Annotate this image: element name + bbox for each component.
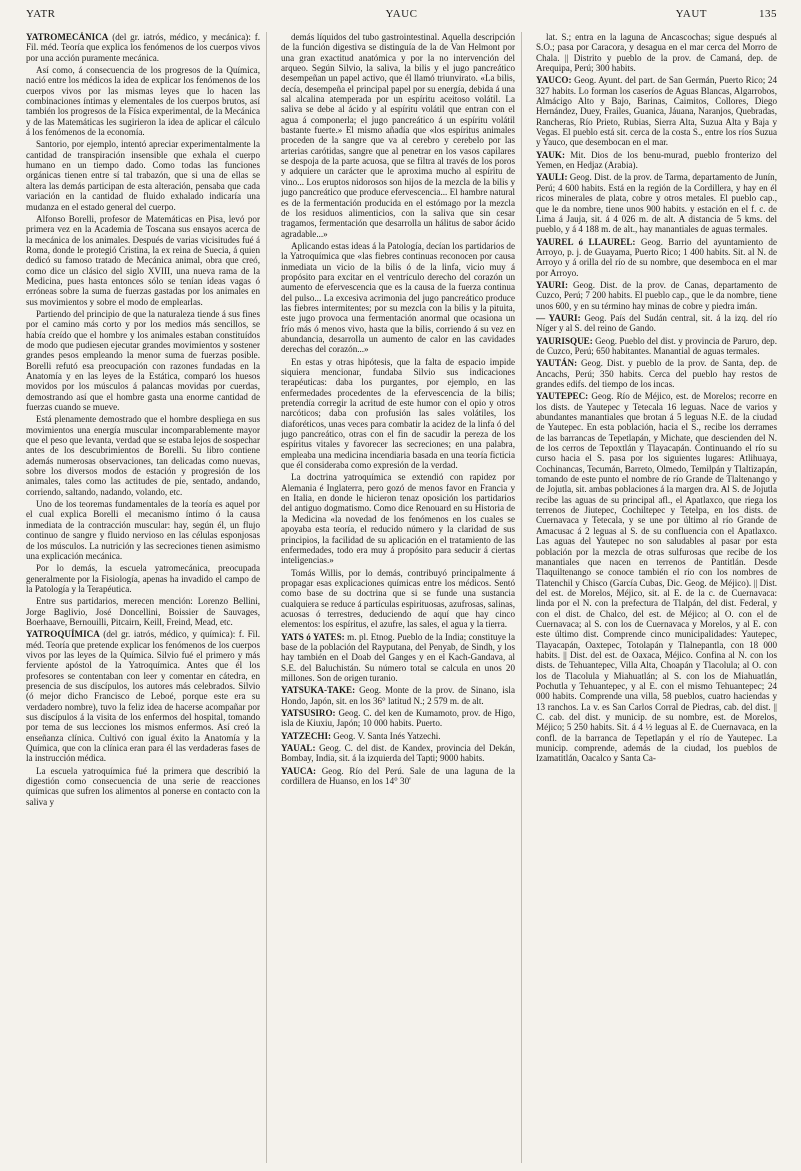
entry-paragraph: [26, 214, 260, 307]
entry-paragraph: [26, 414, 260, 497]
entry-headword: YAUTEPEC:: [536, 391, 589, 402]
entry-headword: YATS ó YATES:: [281, 631, 345, 642]
header-right-guide-word: YAUT: [675, 8, 707, 20]
entry-headword: YAUAL:: [281, 743, 316, 754]
dictionary-entry: [536, 280, 777, 311]
entry-headword: YATSUSIRO:: [281, 708, 336, 718]
entry-paragraph: [281, 32, 515, 239]
entry-text: Tomás Willis, por lo demás, contribuyó principalmente á propagar esas explicaciones químicas entre los médicos. Sentó como base de su doctrina que si se funde una sustancia cualquiera se reduce á partículas espirituosas, azufrosas, salinas, acuosas ó terrestres, deduciendo de aquí que hay cinco elementos: los espíritus, el azufre, las sales, el agua y la tierra.: [281, 567, 515, 630]
entry-text: Geog. Pueblo del dist. y provincia de Paruro, dep. de Cuzco, Perú; 650 habitantes. Manantial de aguas termales.: [536, 335, 777, 356]
entry-headword: YAUREL ó LLAUREL:: [536, 236, 636, 247]
entry-text: La doctrina yatroquímica se extendió con rapidez por Alemania é Inglaterra, pero gozó de menos favor en Francia y en Italia, en donde le hicieron tenaz oposición los partidarios del antiguo dogmatismo. Como dice Renouard en su Historia de la Medicina «la novedad de los fenómenos en los cuales se apoyaba esta teoría, el reducido número y la claridad de sus principios, la facilidad de su aplicación en el tratamiento de las enfermedades, todo era muy á propósito para seducir á ciertas inteligencias.»: [281, 472, 515, 566]
entry-headword: YAUK:: [536, 149, 565, 160]
entry-text: Entre sus partidarios, merecen mención: Lorenzo Bellini, Jorge Baglivio, José Doncellini, Boissier de Sauvages, Boerhaave, Bernouilli, Pitcairn, Keill, Freind, Mead, etc.: [26, 596, 260, 627]
entry-headword: YAURISQUE:: [536, 335, 593, 346]
entry-text: Geog. Dist. de la prov. de Tarma, departamento de Junín, Perú; 4 600 habits. Está en la región de la Cordillera, y hay en él ricos minerales de plata, cobre y otros metales. El pueblo cap., que le da nombre, tiene unos 900 habits. y estación en el f. c. de Lima á Jauja, sit. á 4 026 m. de alt. A distancia de 5 kms. del pueblo, y á 4 188 m. de alt., hay manantiales de aguas termales.: [536, 172, 777, 235]
column-1: [26, 32, 267, 1163]
column-2: [281, 32, 522, 1163]
entry-text: Geog. V. Santa Inés Yatzechi.: [331, 730, 441, 741]
entry-text: Por lo demás, la escuela yatromecánica, preocupada generalmente por la Fisiología, apenas ha invadido el campo de la Patología y la Terapéutica.: [26, 563, 260, 594]
entry-headword: YAUCO:: [536, 75, 572, 86]
entry-text: Mit. Dios de los benu-murad, pueblo fronterizo del Yemen, en Hedjaz (Arabia).: [536, 149, 777, 171]
header-left-guide-word: YATR: [26, 8, 56, 20]
dictionary-entry: [536, 391, 777, 763]
entry-paragraph: [281, 241, 515, 355]
dictionary-entry: [281, 632, 515, 684]
entry-paragraph: [26, 65, 260, 137]
entry-text: Geog. C. del ken de Kumamoto, prov. de Higo, isla de Kiuxiu, Japón; 10 000 habits. Puerto.: [281, 708, 515, 729]
dictionary-entry: [281, 685, 515, 706]
entry-text: Partiendo del principio de que la naturaleza tiende á sus fines por el camino más corto y por los medios más sencillos, se había creído que el hombre y los animales estaban constituídos de modo que pudiesen ejecutar grandes movimientos y sostener grandes pesos empleando la menor suma de fuerzas posible. Borelli refutó esa preocupación con razones fundadas en la Anatomía y en las leyes de la Estática, comparó los huesos movidos por los músculos á palancas movidas por cuerdas, demostrando así que el hombre gasta una enorme cantidad de fuerzas cuando se mueve.: [26, 308, 260, 413]
entry-headword: YATZECHI:: [281, 730, 332, 741]
header-center-guide-word: YAUC: [385, 8, 418, 20]
dictionary-entry: [536, 150, 777, 171]
entry-text: m. pl. Etnog. Pueblo de la India; constituye la base de la población del Rayputana, del Penyab, de Sindh, y los hay también en el Doab del Ganges y en el Kach-Gandava, al S.E. del Baluchistán. Su número total se calcula en unos 20 millones. Son de origen turanio.: [281, 631, 515, 683]
entry-headword: YAULI:: [536, 172, 568, 183]
entry-text: Geog. C. del dist. de Kandex, provincia del Dekán, Bombay, India, sit. á la izquierda del Tapti; 9000 habits.: [281, 743, 515, 764]
entry-text: Geog. Monte de la prov. de Sinano, isla Hondo, Japón, sit. en los 36° latitud N.; 2 579 m. de alt.: [281, 685, 515, 706]
text-columns: [26, 32, 777, 1163]
entry-paragraph: [26, 563, 260, 594]
entry-text: (del gr. iatrós, médico, y química): f. Fil. méd. Teoría que pretende explicar los fenómenos de los cuerpos vivos por las leyes de la Química. Silvio fué el primero y más ferviente apóstol de la Yatroquímica. Antes que él los profesores se contentaban con leer y comentar en cátedra, en presencia de sus discípulos, los autores más celebrados. Silvio (ó mejor dicho Francisco de Leboé, porque este era su verdadero nombre), tuvo la feliz idea de hacerse acompañar por sus discípulos á la visita de los enfermos del hospital, tomando por tema de sus lecciones los mismos enfermos. Así creó la enseñanza clínica. Cultivó con igual éxito la Anatomía y la Química, que con la clínica eran para él las verdaderas fases de la instrucción médica.: [26, 629, 260, 764]
entry-paragraph: [26, 766, 260, 807]
dictionary-entry: [536, 336, 777, 357]
entry-text: Uno de los teoremas fundamentales de la teoría es aquel por el cual explica Borelli el mecanismo íntimo ó la causa inmediata de la contracción muscular: hay, según él, un flujo continuo de sangre y fluido nervioso en las células esponjosas de los músculos. La nutrición y las secreciones tienen asimismo una explicación mecánica.: [26, 499, 260, 561]
entry-text: La escuela yatroquímica fué la primera que describió la digestión como consecuencia de una serie de reacciones químicas que sufren los alimentos al ponerse en contacto con la saliva y: [26, 765, 260, 807]
entry-paragraph: [26, 596, 260, 627]
entry-paragraph: [26, 309, 260, 412]
entry-headword: — YAURI:: [536, 312, 581, 323]
dictionary-entry: [536, 237, 777, 278]
dictionary-entry: [26, 32, 260, 63]
dictionary-entry: [281, 731, 515, 741]
entry-headword: YAURI:: [536, 279, 569, 290]
entry-paragraph: [536, 32, 777, 73]
entry-paragraph: [281, 357, 515, 471]
dictionary-entry: [536, 358, 777, 389]
entry-text: Está plenamente demostrado que el hombre despliega en sus movimientos una energía muscular incomparablemente mayor que el peso que levanta, verdad que se estaba lejos de sospechar antes de los descubrimientos de Borelli. Su libro contiene además numerosas observaciones, tan delicadas como nuevas, sobre los diversos modos de estación y progresión de los animales, tales como las actitudes de pie, sentado, andando, corriendo, saltando, nadando, volando, etc.: [26, 414, 260, 497]
entry-paragraph: [281, 568, 515, 630]
dictionary-entry: [281, 743, 515, 764]
entry-text: Santorio, por ejemplo, intentó apreciar experimentalmente la cantidad de transpiración insensible que exhala el cuerpo humano en un tiempo dado. Como todas las funciones orgánicas tienen entre sí tal trabazón, que si una de ellas se altera las demás participan de esta alteración, pensaba que cada variación en la cantidad de fluido exhalado indicaría una mudanza en el estado general del cuerpo.: [26, 139, 260, 212]
entry-text: En estas y otras hipótesis, que la falta de espacio impide siquiera mencionar, fundaba Silvio sus indicaciones terapéuticas: daba los purgantes, por ejemplo, en las enfermedades procedentes de la efervescencia de la bilis; pretendía corregir la acritud de este humor con el opio y otros narcóticos; daba con profusión las sales volátiles, los diaforéticos, unas veces para combatir la acidez de la linfa ó del jugo pancreático, otras con el fin de sacudir la pereza de los espíritus vitales y favorecer las secreciones; en una palabra, empleaba una medicina incendiaria basada en una teoría ficticia que él consideraba como expresión de la verdad.: [281, 356, 515, 471]
entry-headword: YATSUKA-TAKE:: [281, 685, 356, 696]
entry-text: Aplicando estas ideas á la Patología, decían los partidarios de la Yatroquímica que «las fiebres continuas reconocen por causa inmediata un vicio de la bilis ó de la linfa, vicio muy á propósito para excitar en el ventrículo derecho del corazón un aumento de efervescencia que es la causa de la fuerza continua del pulso... La excesiva acrimonia del jugo pancreático produce las fiebres intermitentes; por su mezcla con la bilis y la pituita, este jugo provoca una fermentación anormal que ocasiona un frío más ó menos vivo, hasta que la bilis, corriendo á su vez en abundancia, desarrolla un aumento de calor en las cavidades derechas del corazón...»: [281, 240, 515, 355]
page-number: 135: [759, 8, 777, 20]
dictionary-entry: [536, 313, 777, 334]
entry-text: Así como, á consecuencia de los progresos de la Química, nació entre los médicos la idea de explicar los fenómenos de los cuerpos vivos por las mismas leyes que lo hacen las combinaciones íntimas y elementales de los cuerpos brutos, así también los progresos de la Física experimental, de la Mecánica y de las Matemáticas les sugirieron la idea de aplicar el cálculo á los fenómenos de la economía.: [26, 65, 260, 138]
entry-headword: YATROMECÁNICA: [26, 32, 109, 42]
entry-text: Geog. Dist. y pueblo de la prov. de Santa, dep. de Ancachs, Perú; 350 habits. Cerca del pueblo hay restos de grandes edifs. del tiempo de los incas.: [536, 358, 777, 389]
dictionary-entry: [536, 172, 777, 234]
entry-paragraph: [26, 139, 260, 211]
entry-text: Alfonso Borelli, profesor de Matemáticas en Pisa, levó por primera vez en la Academia de Toscana sus ensayos acerca de la mecánica de los animales. Después de varias vicisitudes fué á Roma, donde le protegió Cristina, la ex reina de Suecia, á quien dedicó su famoso tratado de Mecánica animal, obra que creó, como dice un clásico del siglo XVIII, una nueva rama de la Medicina, pues hasta entonces sólo se tenían ideas vagas ó erróneas sobre la suma de fuerzas gastadas por los animales en sus movimientos y sobre el modo de emplearlas.: [26, 213, 260, 307]
dictionary-entry: [281, 766, 515, 787]
entry-text: lat. S.; entra en la laguna de Ancascochas; sigue después al S.O.; pasa por Caracora, y desagua en el mar cerca del Morro de Chala. || Distrito y pueblo de la prov. de Camaná, dep. de Arequipa, Perú; 300 habits.: [536, 32, 777, 74]
entry-text: (del gr. iatrós, médico, y mecánica): f. Fil. méd. Teoría que explica los fenómenos de los cuerpos vivos por una acción puramente mecánica.: [26, 32, 260, 63]
dictionary-entry: [536, 75, 777, 147]
entry-text: Geog. Río de Méjico, est. de Morelos; recorre en los dists. de Yautepec y Tetecala 16 leguas. Nace de varios y abundantes manantiales que brotan á 5 leguas N.E. de la ciudad de Yautepec. En esta población, hacia el S., recibe los derrames de las barrancas de Tepetlapán, y Michate, que descienden del N. de los cerros de Tepoxtlán y Tlayacapán. Continuando el río su curso hacia el S. pasa por los siguientes lugares: Atlihuaya, Cochinancas, Tecumán, Barreto, Olmedo, Temilpán y Tlaltizapán, tomando de este punto el nombre de río Grande de Tlaltenango y de Jojutla, sit. ambas poblaciones á la margen dra. Al S. de Jojutla recibe las aguas de su principal afl., el Apatlaxco, que riega los terrenos de Jiutepec, Cochiltepec y Tetelpa, en los dists. de Cuernavaca y Tetecala, y se une por último al río Grande de Amacusac á 2 leguas al S. de su confluencia con el Apatlaxco. Las aguas del Yautepec no son saludables al pasar por esta población por la mezcla de otras sulfurosas que recibe de los manantiales que nacen en terrenos de Pantitlán. Desde Tlaquiltenango se conoce también el río con los nombres de Tlatenchil y Chisco (García Cubas, Dic. Geog. de Méjico). || Dist. del est. de Morelos, Méjico, sit. al E. de la c. de Cuernavaca: linda por el N. con la prefectura de Tlalpán, del dist. Federal, y con el dist. de Chalco, del est. de Méjico; al O. con el de Cuernavaca; al S. con los de Cuernavaca y Morelos, y al E. con este último dist. Comprende cinco municipalidades: Yautepec, Tlayacapán, Oaxtepec, Totolapán y Tlalnepantla, con 18 000 habits. || Dist. del est. de Oaxaca, Méjico. Confina al N. con los dists. de Tehuantepec, Villa Alta, Choapán y Tlacolula; al O. con los de Tlacolula y Miahuatlán; al S. con los de Miahuatlán, Pochutla y Tehuantepec, y al E. con el mismo Tehuantepec; 24 000 habits. Comprende una villa, 58 pueblos, cuatro haciendas y 13 ranchos. La v. es San Carlos Corral de Piedras, cab. del dist. || C. cab. del dist. y municip. de su nombre, est. de Morelos, Méjico; 5 250 habits. Sit. á 4 ½ leguas al E. de Cuernavaca, en la confl. de la barranca de Tepetlapán y el río de Yautepec. La municip. comprende, además de la ciudad, los pueblos de Izamatitlán, Oacalco y Santa Ca-: [536, 391, 777, 764]
entry-text: Geog. Ayunt. del part. de San Germán, Puerto Rico; 24 327 habits. Lo forman los caseríos de Aguas Blancas, Algarrobos, Almácigo Alto y Bajo, Barinas, Caimitos, Collores, Diego Hernández, Duey, Frailes, Guanica, Jáuana, Naranjos, Quebradas, Rancheras, Río Prieto, Rubias, Sierra Alta, Suzua Alta y Baja y Vegas. El pueblo está sit. cerca de la costa S., entre los ríos Suzua y Yauco, que desembocan en el mar.: [536, 75, 777, 148]
entry-text: Geog. Barrio del ayuntamiento de Arroyo, p. j. de Guayama, Puerto Rico; 1 400 habits. Sit. al N. de Arroyo y á orilla del río de su nombre, que desemboca en el mar por Arroyo.: [536, 236, 777, 278]
entry-text: demás líquidos del tubo gastrointestinal. Aquella descripción de la función digestiva se distinguía de la de Van Helmont por una gran exactitud anatómica y por la no intervención del arqueo. Según Silvio, la saliva, la bilis y el jugo pancreático desempeñan un papel activo, que él llamó triunvirato. «La bilis, decía, desempeña el principal papel por su energía, debida á una sal alcalina atemperada por un espíritu aceitoso volátil. La saliva se debe al ácido y al espíritu volátil que entran con el agua á componerla; el jugo pancreático á un espíritu volátil bastante fuerte.» El mismo añadía que «los espíritus animales proceden de la sangre que va al cerebro y cerebelo por las arterias carótidas, sangre que al penetrar en los vasos capilares se despoja de la parte acuosa, que se filtra al través de los poros y adquiere un carácter que le aproxima mucho al espíritu de vino... Los eruptos nidorosos son hijos de la mezcla de la bilis y jugo pancreático que produce efervescencia... El hambre natural es de la fermentación producida en el estómago por la mezcla de los residuos alimenticios, con la saliva que sin cesar tragamos, fermentación que desarrolla un hálitus de sabor ácido agradable...»: [281, 32, 515, 239]
entry-paragraph: [26, 499, 260, 561]
entry-headword: YAUTÁN:: [536, 358, 578, 369]
entry-text: Geog. País del Sudán central, sit. á la izq. del río Níger y al S. del reino de Gando.: [536, 312, 777, 334]
entry-headword: YAUCA:: [281, 765, 317, 776]
dictionary-entry: [281, 708, 515, 729]
entry-text: Geog. Dist. de la prov. de Canas, departamento de Cuzco, Perú; 7 200 habits. El pueblo cap., que le da nombre, tiene unos 600, y en su término hay minas de cobre y piedra imán.: [536, 279, 777, 311]
column-3: [536, 32, 777, 1163]
entry-paragraph: [281, 472, 515, 565]
page-header: [26, 8, 777, 28]
entry-text: Geog. Río del Perú. Sale de una laguna de la cordillera de Huanso, en los 14° 30': [281, 765, 515, 787]
entry-headword: YATROQUÍMICA: [26, 629, 100, 640]
dictionary-entry: [26, 629, 260, 763]
